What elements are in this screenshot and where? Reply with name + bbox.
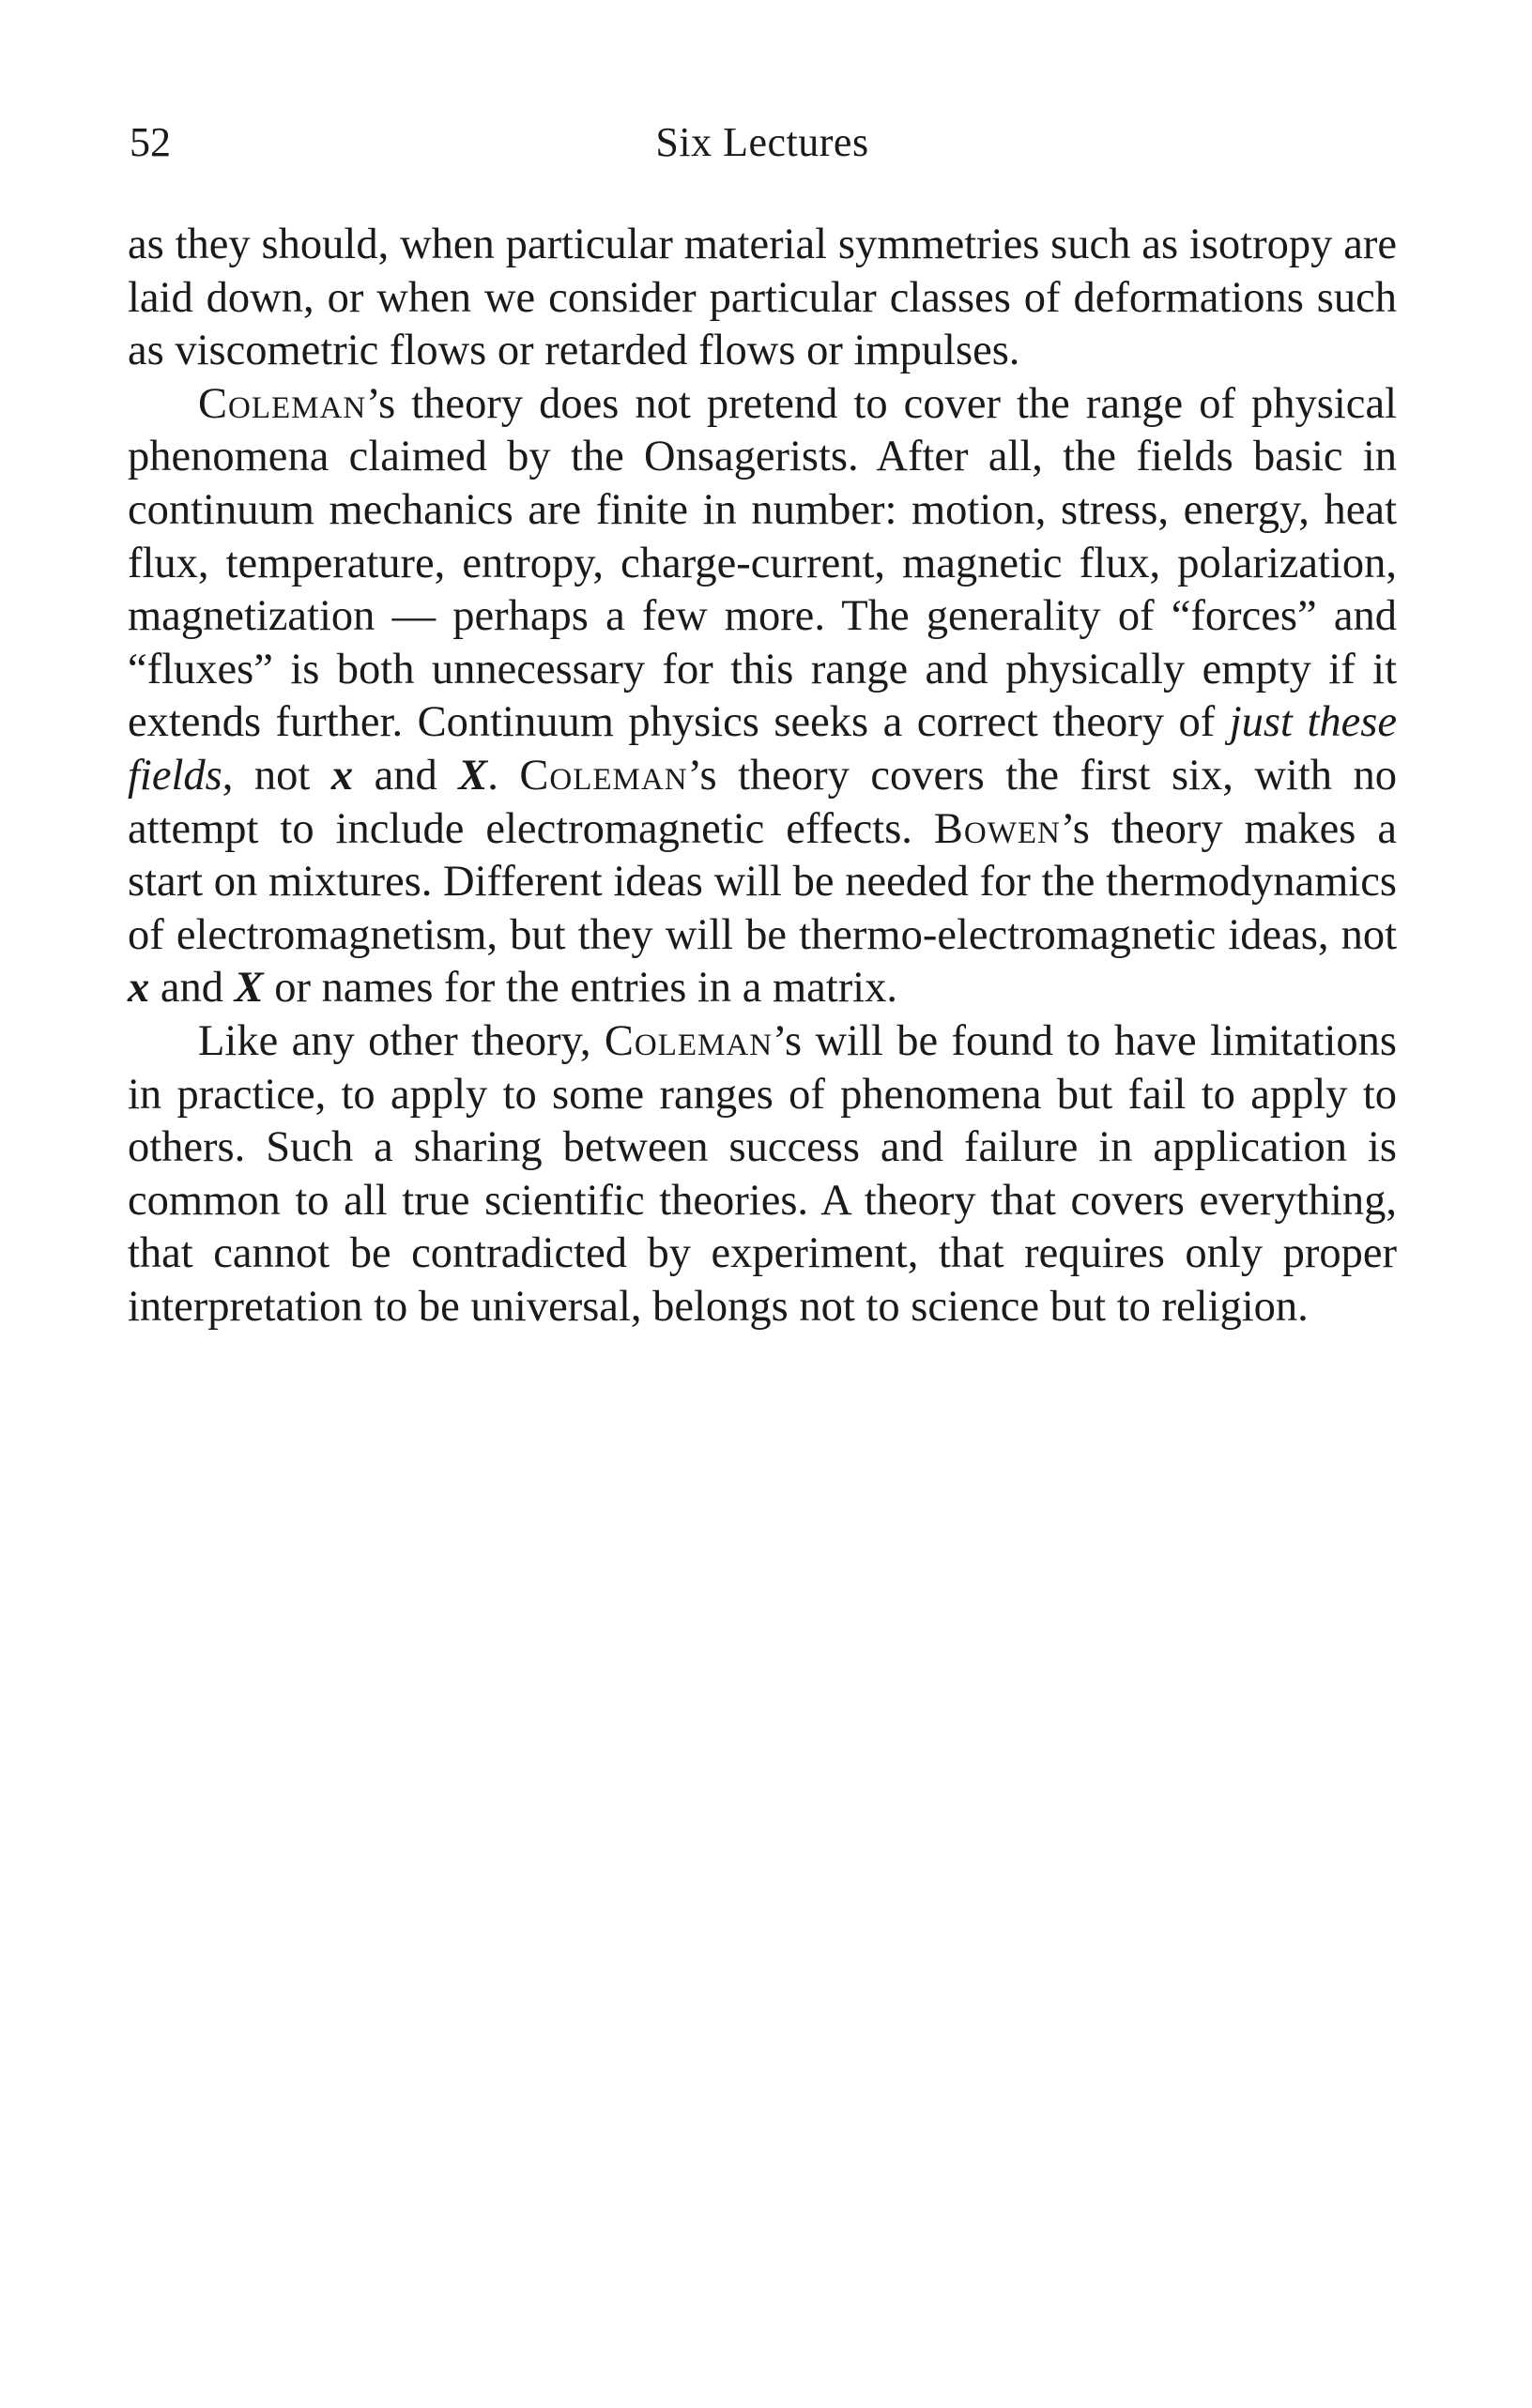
paragraph-1-text: as they should, when particular material symmetries such as isotropy are laid down, or when we consider particular classes of deformations such as viscometric flows or retarded flows or impulses.	[128, 221, 1397, 375]
paragraph-2-text: , not	[222, 751, 331, 800]
paragraph-2	[128, 378, 1397, 1015]
paragraph-2-text: .	[487, 751, 520, 800]
math-symbol-x: x	[330, 751, 354, 800]
paragraph-1	[128, 219, 1397, 378]
author-name-coleman: Coleman	[519, 751, 688, 800]
author-name-coleman: Coleman	[198, 379, 367, 428]
math-symbol-X: X	[234, 964, 264, 1013]
paragraph-2-text: or names for the entries in a matrix.	[263, 964, 897, 1013]
paragraph-2-text: ’s theory makes a start on mixtures. Different ideas will be needed for the thermodynamics of electromagnetism, but they will be thermo-electromagnetic ideas, not	[128, 804, 1397, 959]
running-head	[128, 114, 1397, 171]
math-symbol-x: x	[128, 964, 150, 1013]
body-text	[128, 219, 1397, 1334]
paragraph-2-text: ’s theory covers the first six, with no attempt to include electromagnetic effects.	[128, 751, 1398, 853]
author-name-coleman: Coleman	[604, 1016, 774, 1065]
paragraph-2-text: and	[149, 964, 235, 1013]
author-name-bowen: Bowen	[933, 804, 1061, 853]
paragraph-2-text: ’s theory does not pretend to cover the range of physical phenomena claimed by the Onsagerists. After all, the fields basic in continuum mechanics are finite in number: motion, stress, energy, heat flux, temperature, entropy, charge-current, magnetic flux, polarization, magnetization — perhaps a few more. The generality of “forces” and “fluxes” is both unnecessary for this range and physically empty if it extends further. Continuum physics seeks a correct theory of	[128, 379, 1397, 747]
italic-phrase: just these fields	[128, 698, 1397, 800]
math-symbol-X: X	[458, 751, 488, 800]
paragraph-3	[128, 1015, 1397, 1334]
running-title: Six Lectures	[655, 119, 869, 165]
page-number: 52	[130, 119, 171, 165]
paragraph-3-text: Like any other theory,	[198, 1016, 605, 1065]
paragraph-2-text: and	[353, 751, 459, 800]
paragraph-3-text: ’s will be found to have limitations in practice, to apply to some ranges of phenomena but fail to apply to others. Such a sharing between success and failure in application is common to all true scientific theories. A theory that covers everything, that cannot be contradicted by experiment, that requires only proper interpretation to be universal, belongs not to science but to religion.	[128, 1016, 1398, 1331]
